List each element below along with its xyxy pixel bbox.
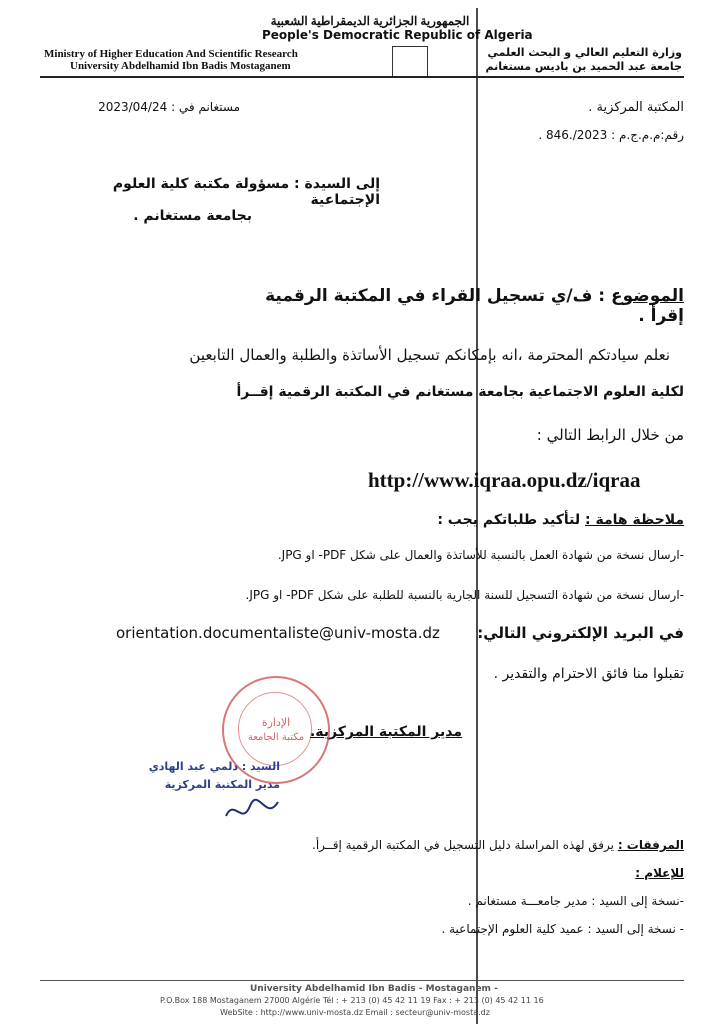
- attachments: [220, 838, 684, 852]
- subject: [250, 286, 684, 326]
- ministry-english: Ministry of Higher Education And Scientific Research: [44, 48, 298, 60]
- email-address[interactable]: orientation.documentaliste@univ-mosta.dz: [116, 624, 440, 642]
- cc-label: للإعلام :: [635, 866, 684, 880]
- cc-item-1: -نسخة إلى السيد : مدير جامعـــة مستغانم .: [467, 894, 684, 908]
- university-english: University Abdelhamid Ibn Badis Mostaganem: [70, 60, 291, 72]
- attachments-text: يرفق لهذه المراسلة دليل التسجيل في المكتبة الرقمية إقــرأ.: [312, 838, 614, 852]
- footer-web: WebSite : http://www.univ-mosta.dz Email : secteur@univ-mosta.dz: [220, 1008, 490, 1017]
- note-text: لتأكيد طلباتكم يجب :: [437, 512, 581, 528]
- university-arabic: جامعة عبد الحميد بن باديس مستغانم: [485, 60, 682, 73]
- handwritten-signature: [222, 792, 282, 828]
- republic-arabic: الجمهورية الجزائرية الديمقراطية الشعبية: [270, 14, 470, 28]
- closing-line: تقبلوا منا فائق الاحترام والتقدير .: [493, 666, 684, 682]
- signatory-name: السيد : دلمي عبد الهادي: [148, 760, 280, 773]
- body-paragraph-2: لكلية العلوم الاجتماعية بجامعة مستغانم في المكتبة الرقمية إقــرأ: [236, 384, 684, 400]
- recipient-line-1: إلى السيدة : مسؤولة مكتبة كلية العلوم الإجتماعية: [112, 176, 380, 208]
- subject-text: : ف/ي تسجيل القراء في المكتبة الرقمية إقرأ .: [265, 286, 684, 326]
- signatory-role: مدير المكتبة المركزية: [164, 778, 280, 791]
- body-paragraph-3: من خلال الرابط التالي :: [536, 426, 684, 444]
- stamp-text-1: الإدارة: [261, 716, 291, 729]
- registration-link[interactable]: http://www.iqraa.opu.dz/iqraa: [368, 468, 641, 492]
- attachments-label: المرفقات :: [617, 838, 684, 852]
- email-label: في البريد الإلكتروني التالي:: [477, 624, 684, 642]
- footer-contact: P.O.Box 188 Mostaganem 27000 Algérie Tél : + 213 (0) 45 42 11 19 Fax : + 213 (0) 45 42 11 16: [160, 996, 544, 1005]
- university-logo: [392, 46, 428, 78]
- body-paragraph-1: نعلم سيادتكم المحترمة ،انه بإمكانكم تسجيل الأساتذة والطلبة والعمال التابعين: [189, 346, 670, 364]
- stamp-text-2: مكتبة الجامعة: [247, 732, 305, 743]
- requirement-bullet-2: -ارسال نسخة من شهادة التسجيل للسنة الجارية بالنسبة للطلبة على شكل PDF- او JPG.: [245, 588, 684, 602]
- note-label: ملاحظة هامة :: [585, 512, 684, 528]
- cc-item-2: - نسخة إلى السيد : عميد كلية العلوم الإجتماعية .: [441, 922, 684, 936]
- sender-office: المكتبة المركزية .: [588, 100, 684, 115]
- recipient-line-2: بجامعة مستغانم .: [133, 208, 252, 224]
- footer-divider: [40, 980, 684, 981]
- ministry-arabic: وزارة التعليم العالي و البحث العلمي: [487, 46, 682, 59]
- header-divider: [40, 76, 684, 78]
- reference-number: رقم:م.م.ج.م : 2023/.846 .: [538, 128, 684, 142]
- republic-english: People's Democratic Republic of Algeria: [262, 28, 533, 42]
- place-date: مستغانم في : 2023/04/24: [98, 100, 240, 114]
- important-note: [340, 512, 684, 528]
- signature-title: مدير المكتبة المركزية.: [309, 724, 462, 740]
- subject-label: الموضوع: [611, 286, 684, 306]
- requirement-bullet-1: -ارسال نسخة من شهادة العمل بالنسبة للأساتذة والعمال على شكل PDF- او JPG.: [277, 548, 684, 562]
- footer-university: University Abdelhamid Ibn Badis - Mostaganem -: [250, 984, 498, 994]
